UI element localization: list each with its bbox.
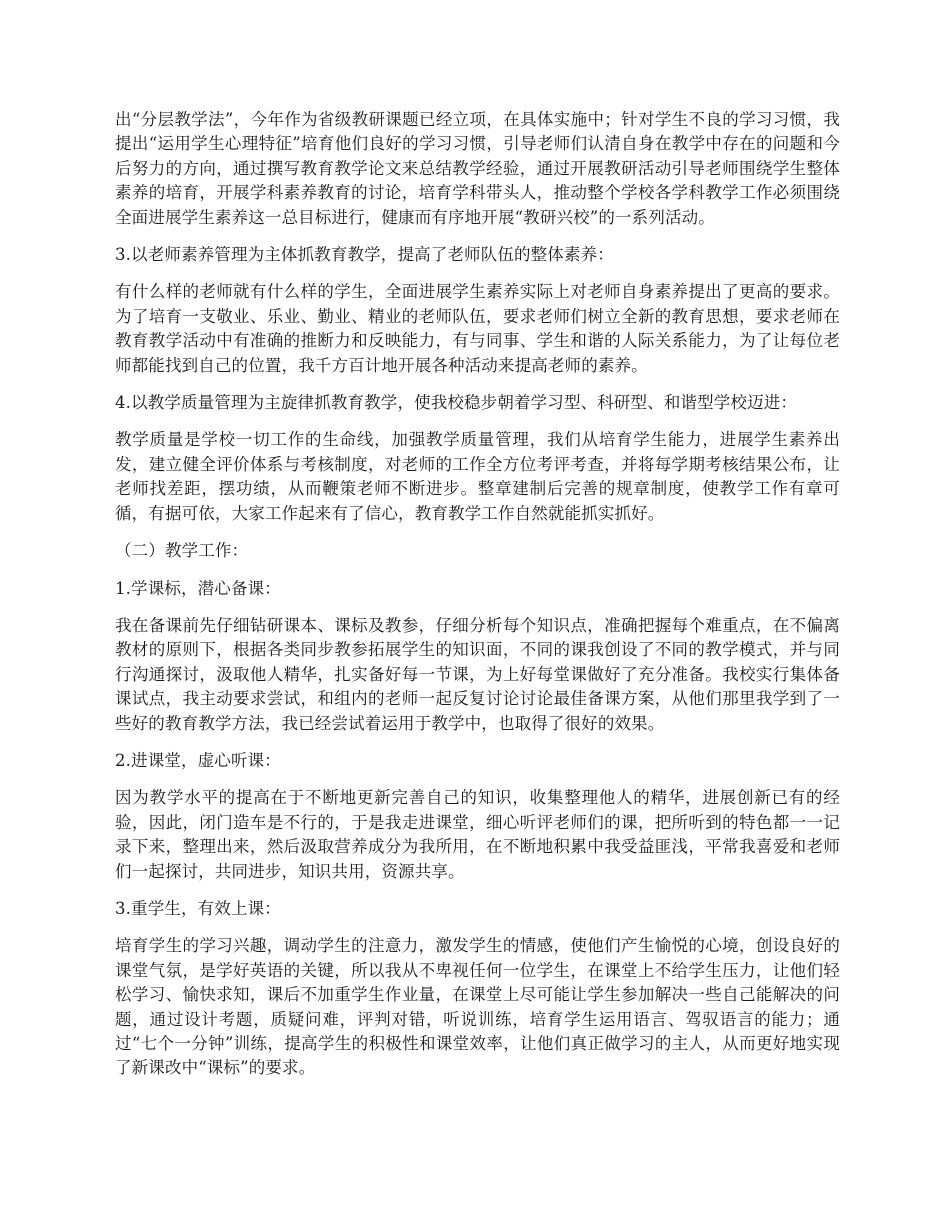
paragraph-research-intro: 出“分层教学法”，今年作为省级教研课题已经立项，在具体实施中；针对学生不良的学习习惯，我提出“运用学生心理特征”培育他们良好的学习习惯，引导老师们认清自身在教学中存在的问题和今后努力的方向，通过撰写教育教学论文来总结教学经验，通过开展教研活动引导老师围绕学生整体素养的培育，开展学科素养教育的讨论，培育学科带头人，推动整个学校各学科教学工作必须围绕全面进展学生素养这一总目标进行，健康而有序地开展“教研兴校”的一系列活动。 xyxy=(115,110,840,227)
paragraph-teacher-quality: 有什么样的老师就有什么样的学生，全面进展学生素养实际上对老师自身素养提出了更高的要求。为了培育一支敬业、乐业、勤业、精业的老师队伍，要求老师们树立全新的教育思想，要求老师在教育教学活动中有准确的推断力和反映能力，有与同事、学生和谐的人际关系能力，为了让每位老师都能找到自己的位置，我千方百计地开展各种活动来提高老师的素养。 xyxy=(115,282,840,375)
paragraph-lesson-prep: 我在备课前先仔细钻研课本、课标及教参，仔细分析每个知识点，准确把握每个难重点，在不偏离教材的原则下，根据各类同步教参拓展学生的知识面，不同的课我创设了不同的教学模式，并与同行沟通探讨，汲取他人精华，扎实备好每一节课，为上好每堂课做好了充分准备。我校实行集体备课试点，我主动要求尝试，和组内的老师一起反复讨论讨论最佳备课方案，从他们那里我学到了一些好的教育教学方法，我已经尝试着运用于教学中，也取得了很好的效果。 xyxy=(115,615,840,733)
heading-effective-class: 3.重学生，有效上课： xyxy=(115,898,281,918)
paragraph-class-observation: 因为教学水平的提高在于不断地更新完善自己的知识，收集整理他人的精华，进展创新已有的经验，因此，闭门造车是不行的，于是我走进课堂，细心听评老师们的课，把所听到的特色都一一记录下来，整理出来，然后汲取营养成分为我所用，在不断地积累中我受益匪浅，平常我喜爱和老师们一起探讨，共同进步，知识共用，资源共享。 xyxy=(115,788,840,881)
heading-item-4: 4.以教学质量管理为主旋律抓教育教学，使我校稳步朝着学习型、科研型、和谐型学校迈进： xyxy=(115,393,798,413)
section-heading-teaching-work: （二）教学工作： xyxy=(115,541,249,561)
paragraph-teaching-quality: 教学质量是学校一切工作的生命线，加强教学质量管理，我们从培育学生能力，进展学生素养出发，建立健全评价体系与考核制度，对老师的工作全方位考评考查，并将每学期考核结果公布，让老师找差距，摆功绩，从而鞭策老师不断进步。整章建制后完善的规章制度，使教学工作有章可循，有据可依，大家工作起来有了信心，教育教学工作自然就能抓实抓好。 xyxy=(115,430,840,523)
heading-class-observation: 2.进课堂，虚心听课： xyxy=(115,750,281,770)
paragraph-effective-class: 培育学生的学习兴趣，调动学生的注意力，激发学生的情感，使他们产生愉悦的心境，创设良好的课堂气氛，是学好英语的关键，所以我从不卑视任何一位学生，在课堂上不给学生压力，让他们轻松学习、愉快求知，课后不加重学生作业量，在课堂上尽可能让学生参加解决一些自己能解决的问题，通过设计考题，质疑问难，评判对错，听说训练，培育学生运用语言、驾驭语言的能力；通过“七个一分钟”训练，提高学生的积极性和课堂效率，让他们真正做学习的主人，从而更好地实现了新课改中“课标”的要求。 xyxy=(115,936,840,1078)
document-body xyxy=(115,108,840,1094)
heading-lesson-prep: 1.学课标，潜心备课： xyxy=(115,578,281,598)
heading-item-3: 3.以老师素养管理为主体抓教育教学，提高了老师队伍的整体素养： xyxy=(115,245,614,265)
